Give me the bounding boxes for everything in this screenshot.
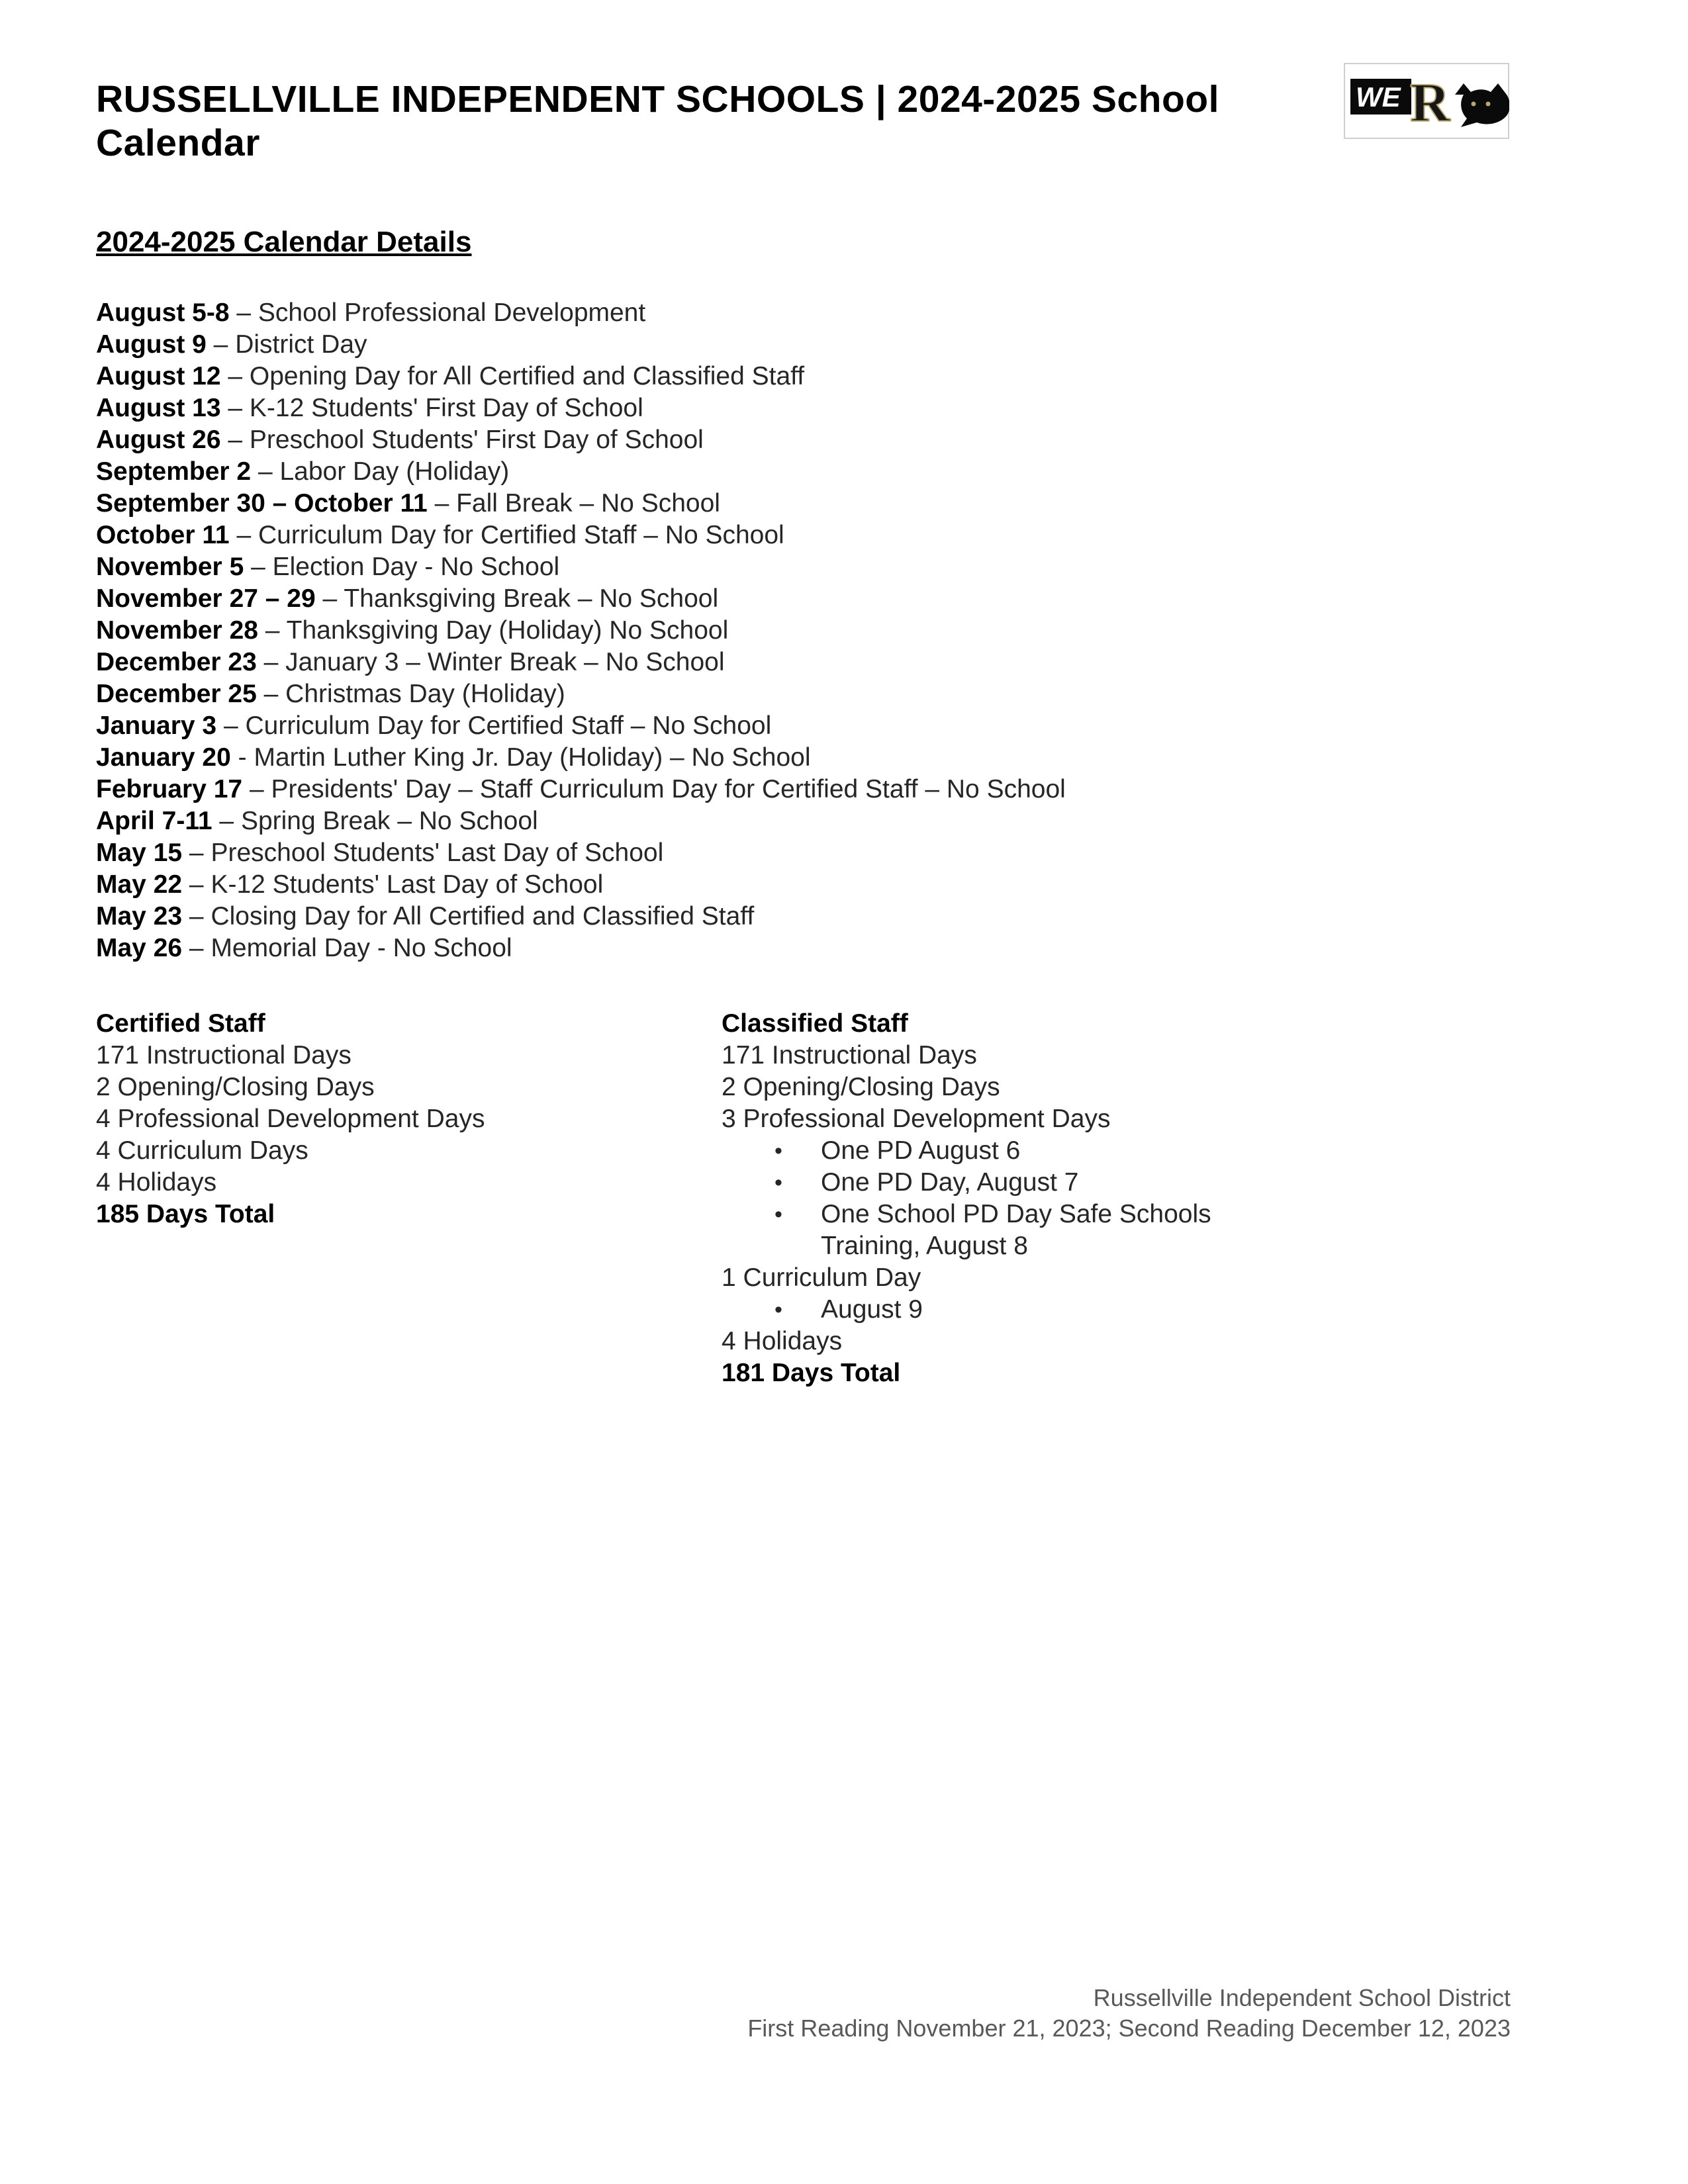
staff-bullet-item: • August 9 (722, 1294, 1317, 1326)
staff-line: 2 Opening/Closing Days (722, 1073, 1000, 1101)
calendar-item: November 28 – Thanksgiving Day (Holiday) No School (96, 616, 729, 645)
bullet-icon: • (774, 1202, 782, 1227)
calendar-item: August 13 – K-12 Students' First Day of School (96, 394, 643, 422)
classified-staff-section (722, 1008, 1317, 1389)
calendar-details-list (96, 297, 1509, 964)
certified-staff-section (96, 1008, 722, 1389)
calendar-item: December 25 – Christmas Day (Holiday) (96, 680, 565, 708)
staff-line: 171 Instructional Days (722, 1041, 977, 1069)
svg-text:R: R (1410, 72, 1450, 134)
calendar-item: February 17 – Presidents' Day – Staff Curriculum Day for Certified Staff – No School (96, 775, 1066, 803)
document-header (96, 63, 1509, 165)
calendar-item: May 15 – Preschool Students' Last Day of School (96, 839, 664, 867)
staff-line: 4 Curriculum Days (96, 1136, 308, 1165)
document-footer (747, 1983, 1511, 2044)
classified-staff-lines (722, 1040, 1317, 1357)
calendar-item: August 5-8 – School Professional Development (96, 298, 646, 327)
staff-line: 4 Professional Development Days (96, 1105, 485, 1133)
staff-bullet-item: • One PD August 6 (722, 1135, 1317, 1167)
calendar-item: October 11 – Curriculum Day for Certified Staff – No School (96, 521, 784, 549)
district-logo (1344, 63, 1509, 139)
section-heading: 2024-2025 Calendar Details (96, 226, 472, 258)
page-title: RUSSELLVILLE INDEPENDENT SCHOOLS | 2024-2025 School Calendar (96, 78, 1219, 164)
calendar-item: November 27 – 29 – Thanksgiving Break – No School (96, 584, 719, 613)
staff-bullet-item: • One School PD Day Safe Schools Training, August 8 (722, 1199, 1317, 1262)
certified-staff-total: 185 Days Total (96, 1200, 275, 1228)
footer-readings-line: First Reading November 21, 2023; Second Reading December 12, 2023 (747, 2015, 1511, 2042)
bullet-icon: • (774, 1297, 782, 1322)
staff-line: 2 Opening/Closing Days (96, 1073, 375, 1101)
bullet-icon: • (774, 1138, 782, 1163)
certified-staff-title: Certified Staff (96, 1009, 265, 1038)
calendar-item: May 23 – Closing Day for All Certified and Classified Staff (96, 902, 755, 931)
footer-district-line: Russellville Independent School District (1093, 1984, 1511, 2011)
calendar-item: May 22 – K-12 Students' Last Day of School (96, 870, 604, 899)
calendar-item: August 12 – Opening Day for All Certified and Classified Staff (96, 362, 805, 390)
calendar-item: January 20 - Martin Luther King Jr. Day (Holiday) – No School (96, 743, 811, 772)
bullet-icon: • (774, 1170, 782, 1195)
classified-staff-title: Classified Staff (722, 1009, 908, 1038)
staff-line: 4 Holidays (722, 1327, 843, 1355)
calendar-item: December 23 – January 3 – Winter Break – No School (96, 648, 725, 676)
svg-text:WE: WE (1356, 81, 1401, 113)
calendar-item: September 30 – October 11 – Fall Break – No School (96, 489, 720, 518)
staff-line: 3 Professional Development Days (722, 1105, 1111, 1133)
calendar-item: November 5 – Election Day - No School (96, 553, 560, 581)
staff-summary-columns (96, 1008, 1509, 1389)
calendar-item: January 3 – Curriculum Day for Certified Staff – No School (96, 711, 772, 740)
calendar-item: August 9 – District Day (96, 330, 367, 359)
calendar-item: May 26 – Memorial Day - No School (96, 934, 512, 962)
staff-line: 171 Instructional Days (96, 1041, 352, 1069)
calendar-item: August 26 – Preschool Students' First Day of School (96, 426, 704, 454)
classified-staff-total: 181 Days Total (722, 1359, 901, 1387)
certified-staff-lines (96, 1040, 722, 1199)
calendar-item: April 7-11 – Spring Break – No School (96, 807, 538, 835)
staff-bullet-item: • One PD Day, August 7 (722, 1167, 1317, 1199)
staff-line: 1 Curriculum Day (722, 1263, 921, 1292)
panther-logo-icon (1344, 63, 1509, 139)
calendar-item: September 2 – Labor Day (Holiday) (96, 457, 510, 486)
staff-line: 4 Holidays (96, 1168, 217, 1197)
